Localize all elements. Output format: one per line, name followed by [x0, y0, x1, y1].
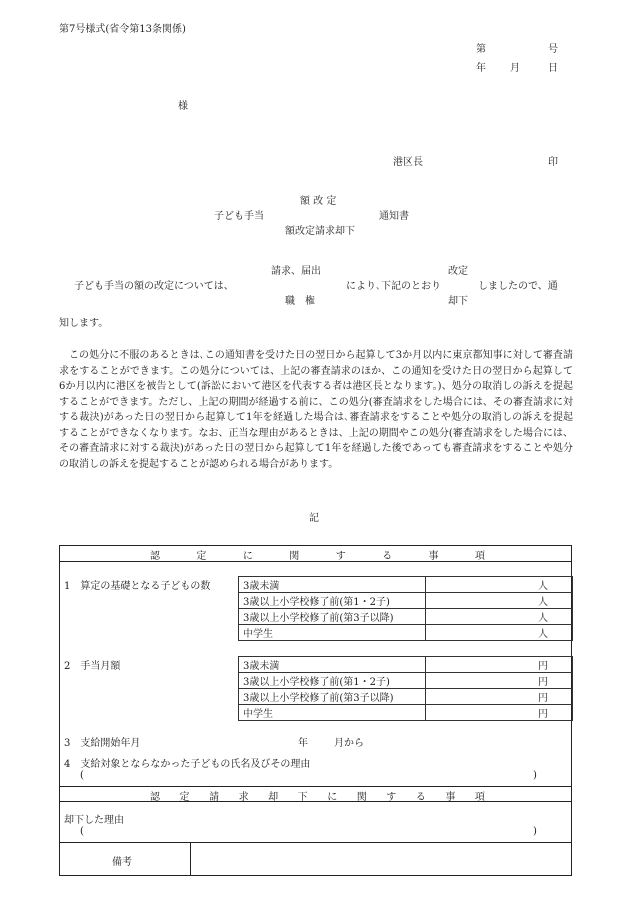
- date-year: 年: [476, 63, 486, 74]
- monthly-amount-table: [238, 656, 573, 721]
- sentence-middle: により､下記のとおり: [346, 281, 441, 292]
- item3-label: 3 支給開始年月: [64, 738, 141, 749]
- title-right: 通知書: [379, 211, 409, 222]
- sentence-option2-top: 改定: [448, 266, 468, 277]
- item4-open-paren: (: [80, 770, 84, 781]
- rejection-reason-label: 却下した理由: [64, 815, 124, 826]
- sentence-tail: しましたので、通: [478, 281, 558, 292]
- sentence-option2-bottom: 却下: [448, 296, 468, 307]
- date-day: 日: [548, 63, 558, 74]
- item3-year: 年: [298, 738, 308, 749]
- date-month: 月: [510, 63, 520, 74]
- form-title: 第7号様式(省令第13条関係): [59, 24, 186, 35]
- appeal-notice: この処分に不服のあるときは､この通知書を受けた日の翌日から起算して3か月以内に東京都知事に対して審査請求をすることができます。この処分については、上記の審査請求のほか、この通知を受けた日の翌日から起算して6か月以内に港区を被告として(訴訟において港区を代表する者は港区長となります。)、処分の取消しの訴えを提起することができます。ただし、上記の期間が経過する前に、この処分(審査請求をした場合には、その審査請求に対する裁決)があった日の翌日から起算して1年を経過した場合は､審査請求をすることや処分の取消しの訴えを提起することができなくなります。なお、正当な理由があるときは、上記の期間やこの処分(審査請求をした場合には、その審査請求に対する裁決)があった日の翌日から起算して1年を経過した後であっても審査請求をすることや処分の取消しの訴えを提起することが認められる場合があります。: [59, 350, 573, 470]
- table-row: 3歳以上小学校修了前(第3子以降) 人: [239, 609, 573, 625]
- child-count-table: [238, 576, 573, 641]
- table-row: 3歳以上小学校修了前(第1・2子) 円: [239, 673, 573, 689]
- sentence-option1-top: 請求、届出: [271, 266, 321, 277]
- table-row: 中学生 人: [239, 625, 573, 641]
- table-row: 3歳以上小学校修了前(第3子以降) 円: [239, 689, 573, 705]
- title-option-rejection: 額改定請求却下: [285, 226, 355, 237]
- item3-month-from: 月から: [334, 738, 364, 749]
- item2-label: 2 手当月額: [64, 661, 121, 672]
- number-prefix: 第: [476, 44, 486, 55]
- title-option-revision: 額 改 定: [300, 196, 337, 207]
- remarks-field[interactable]: [191, 843, 571, 875]
- ki-label: 記: [309, 513, 319, 524]
- title-left: 子ども手当: [214, 211, 264, 222]
- sentence-continuation: 知します。: [59, 318, 109, 329]
- number-suffix: 号: [548, 44, 558, 55]
- section2-header: 認 定 請 求 却 下 に 関 す る 事 項: [150, 792, 485, 803]
- item4-close-paren: ): [533, 770, 537, 781]
- issuer-name: 港区長: [393, 157, 423, 168]
- section1-header: 認 定 に 関 す る 事 項: [150, 551, 485, 562]
- item4-label: 4 支給対象とならなかった子どもの氏名及びその理由: [64, 759, 311, 770]
- sentence-option1-bottom: 職 権: [285, 296, 315, 307]
- remarks-label: 備考: [112, 857, 132, 868]
- addressee-suffix: 様: [178, 101, 188, 112]
- issuer-seal: 印: [548, 157, 558, 168]
- reason-close-paren: ): [533, 826, 537, 837]
- table-row: 3歳以上小学校修了前(第1・2子) 人: [239, 593, 573, 609]
- table-row: 3歳未満 人: [239, 577, 573, 593]
- table-row: 3歳未満 円: [239, 657, 573, 673]
- item1-label: 1 算定の基礎となる子どもの数: [64, 581, 211, 592]
- table-row: 中学生 円: [239, 705, 573, 721]
- sentence-lead: 子ども手当の額の改定については、: [74, 281, 234, 292]
- reason-open-paren: (: [80, 826, 84, 837]
